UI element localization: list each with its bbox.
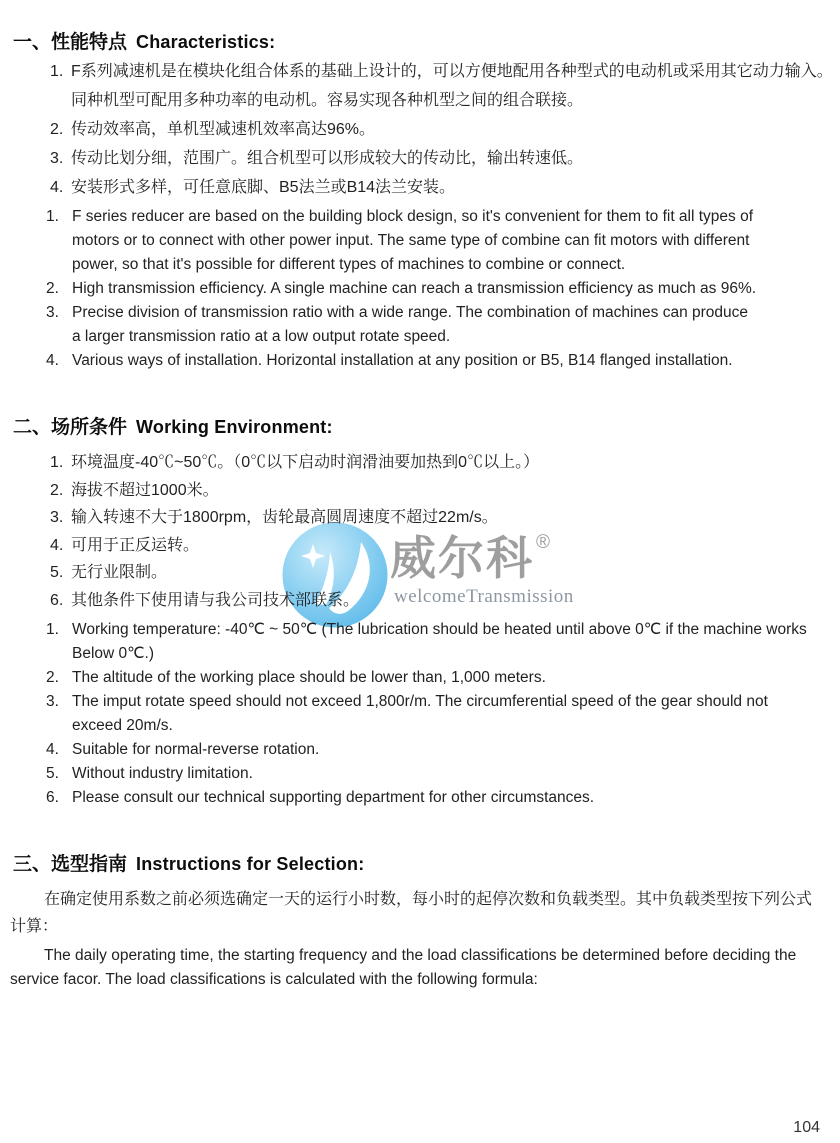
item-text: power, so that it's possible for different types of machines to combine or connect.: [72, 256, 626, 273]
item-text: 海拔不超过1000米。: [71, 481, 219, 499]
list-item: [46, 762, 807, 786]
section-2-chinese-list: [50, 449, 539, 614]
item-text: 传动比划分细，范围广。组合机型可以形成较大的传动比，输出转速低。: [71, 150, 584, 167]
item-text: F系列减速机是在模块化组合体系的基础上设计的，可以方便地配用各种型式的电动机或采用其它动力输入。: [71, 63, 833, 80]
list-item: [50, 559, 539, 587]
item-text: Precise division of transmission ratio with a wide range. The combination of machines can produce: [72, 304, 749, 321]
item-number: 3.: [50, 150, 64, 167]
item-number: [50, 86, 71, 115]
item-text: exceed 20m/s.: [72, 717, 173, 734]
item-text: Without industry limitation.: [72, 765, 253, 782]
list-item: [46, 349, 756, 373]
item-text: a larger transmission ratio at a low output rotate speed.: [72, 328, 451, 345]
item-text: High transmission efficiency. A single machine can reach a transmission efficiency as much as 96%.: [72, 280, 757, 297]
list-item: [46, 229, 756, 253]
section-2-title: [13, 412, 333, 439]
item-text: Suitable for normal-reverse rotation.: [72, 741, 320, 758]
item-text: 环境温度-40℃~50℃。（0℃以下启动时润滑油要加热到0℃以上。）: [71, 454, 540, 471]
item-number: 1.: [46, 621, 59, 638]
item-text: 安装形式多样，可任意底脚、B5法兰或B14法兰安装。: [71, 179, 456, 196]
section-3-chinese-paragraph: [10, 886, 828, 940]
item-number: [46, 253, 72, 277]
item-number: 1.: [50, 454, 64, 471]
section-1-english-list: [46, 205, 756, 373]
item-number: 4.: [46, 741, 59, 758]
item-number: 1.: [50, 63, 64, 80]
item-number: 5.: [46, 765, 59, 782]
list-item: [46, 277, 756, 301]
item-number: 1.: [46, 208, 59, 225]
item-number: 6.: [50, 591, 64, 609]
list-item: [46, 325, 756, 349]
item-number: 3.: [46, 693, 59, 710]
item-number: 5.: [50, 564, 64, 581]
item-text: Below 0℃.): [72, 645, 155, 662]
item-number: 3.: [46, 304, 59, 321]
section-1-title-en: Characteristics:: [136, 32, 276, 52]
brand-subtitle: welcomeTransmission: [394, 586, 574, 607]
item-number: 6.: [46, 789, 59, 806]
item-number: [46, 229, 72, 253]
item-text: 其他条件下使用请与我公司技术部联系。: [71, 591, 360, 609]
list-item: [50, 86, 833, 115]
item-number: [46, 325, 72, 349]
item-text: F series reducer are based on the building block design, so it's convenient for them to fit all types of: [72, 208, 754, 225]
paragraph-line: service facor. The load classifications is calculated with the following formula:: [10, 971, 538, 988]
item-number: [46, 714, 72, 738]
list-item: [50, 532, 539, 560]
item-text: 传动效率高，单机型减速机效率高达96%。: [71, 121, 376, 138]
section-3-title: [13, 849, 364, 876]
list-item: [50, 587, 539, 615]
list-item: [46, 786, 807, 810]
item-text: 无行业限制。: [71, 564, 168, 581]
item-text: Various ways of installation. Horizontal installation at any position or B5, B14 flanged installation.: [72, 352, 733, 369]
list-item: [46, 618, 807, 642]
paragraph-line: 在确定使用系数之前必须选确定一天的运行小时数，每小时的起停次数和负载类型。其中负载类型按下列公式: [44, 891, 813, 908]
section-3-title-zh: 三、选型指南: [13, 854, 128, 875]
paragraph-line: The daily operating time, the starting frequency and the load classifications be determined before deciding the: [44, 947, 797, 964]
item-text: The altitude of the working place should be lower than, 1,000 meters.: [72, 669, 546, 686]
section-3-english-paragraph: [10, 944, 828, 992]
item-text: The imput rotate speed should not exceed 1,800r/m. The circumferential speed of the gear should not: [72, 693, 768, 710]
list-item: [46, 205, 756, 229]
brand-text: 威尔科: [390, 532, 534, 584]
item-number: 2.: [46, 280, 59, 297]
section-2-title-zh: 二、场所条件: [13, 417, 128, 438]
list-item: [46, 690, 807, 714]
list-item: [50, 57, 833, 86]
list-item: [46, 642, 807, 666]
registered-trademark-icon: ®: [536, 532, 552, 553]
item-text: 同种机型可配用多种功率的电动机。容易实现各种机型之间的组合联接。: [71, 92, 584, 109]
item-text: 可用于正反运转。: [71, 536, 200, 554]
section-1-chinese-list: [50, 57, 833, 202]
list-item: [50, 477, 539, 505]
section-1-title-zh: 一、性能特点: [13, 32, 128, 53]
list-item: [46, 738, 807, 762]
section-1-title: [13, 27, 275, 54]
paragraph-line: 计算：: [10, 918, 59, 935]
section-2-title-en: Working Environment:: [136, 417, 333, 437]
item-number: 2.: [46, 669, 59, 686]
item-text: 输入转速不大于1800rpm，齿轮最高圆周速度不超过22m/s。: [71, 509, 498, 526]
item-number: 2.: [50, 121, 64, 138]
list-item: [50, 115, 833, 144]
list-item: [50, 449, 539, 477]
list-item: [46, 301, 756, 325]
item-number: 4.: [50, 179, 64, 196]
list-item: [46, 666, 807, 690]
list-item: [46, 714, 807, 738]
section-3-title-en: Instructions for Selection:: [136, 854, 365, 874]
item-number: [46, 642, 72, 666]
list-item: [46, 253, 756, 277]
item-number: 3.: [50, 509, 64, 526]
item-number: 2.: [50, 481, 64, 499]
item-number: 4.: [50, 536, 64, 554]
list-item: [50, 504, 539, 532]
item-text: Please consult our technical supporting department for other circumstances.: [72, 789, 595, 806]
item-text: motors or to connect with other power input. The same type of combine can fit motors with different: [72, 232, 750, 249]
section-2-english-list: [46, 618, 807, 810]
list-item: [50, 144, 833, 173]
item-text: Working temperature: -40℃ ~ 50℃ (The lubrication should be heated until above 0℃ if the machine works: [72, 621, 807, 638]
item-number: 4.: [46, 352, 59, 369]
list-item: [50, 173, 833, 202]
page-number: 104: [793, 1119, 820, 1136]
